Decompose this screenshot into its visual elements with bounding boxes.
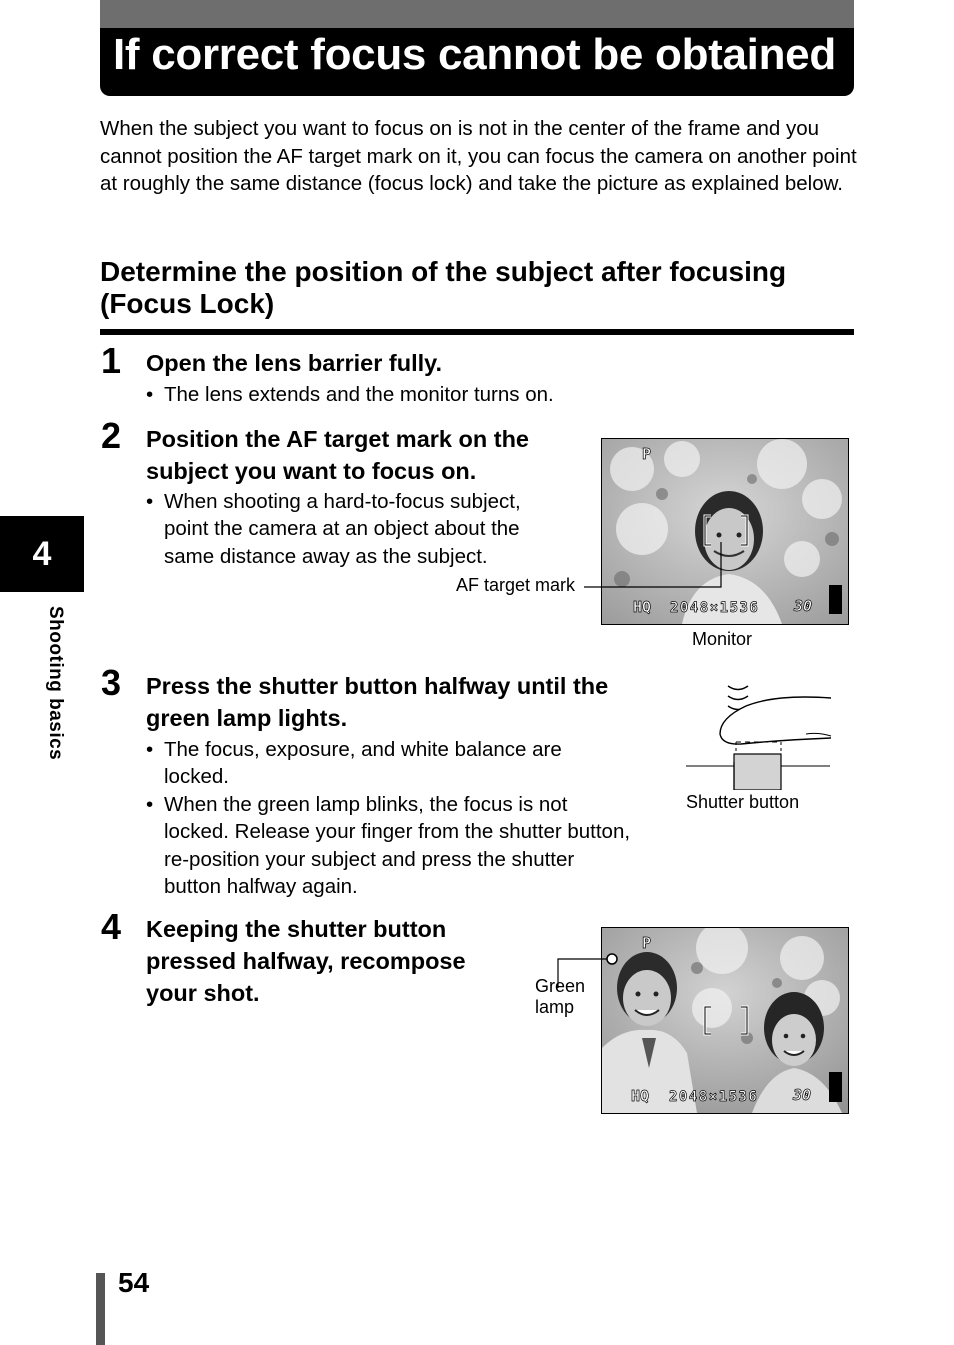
monitor-caption: Monitor [692, 629, 753, 649]
step-3-bullet-1-line-2: locked. [164, 765, 229, 789]
step-3-bullet-2 [146, 791, 694, 900]
monitor-1-mode: P [642, 445, 652, 463]
shutter-button-illustration [686, 680, 836, 790]
step-1-title: Open the lens barrier fully. [146, 350, 442, 376]
monitor-1-shots: 30 [794, 597, 813, 615]
shutter-button-caption: Shutter button [686, 792, 800, 812]
monitor-2-photo [602, 928, 848, 1113]
step-2-title [146, 423, 586, 487]
shutter-button-shape [734, 754, 781, 790]
step-3-title-line-1: Press the shutter button halfway until the [146, 673, 609, 699]
monitor-screen-2 [601, 927, 849, 1114]
step-2-bullet-line-1: When shooting a hard-to-focus subject, [164, 490, 521, 513]
monitor-1-quality: HQ [633, 598, 652, 616]
step-3-number: 3 [101, 662, 122, 703]
page-number: 54 [118, 1267, 150, 1298]
af-target-mark-label: AF target mark [456, 575, 576, 595]
step-2-number: 2 [101, 415, 122, 456]
green-lamp-leader [552, 950, 622, 990]
step-1-bullet [146, 381, 684, 408]
step-3-bullet-2-line-2: locked. Release your finger from the shutter button, [164, 820, 631, 844]
monitor-2-quality: HQ [631, 1087, 650, 1105]
step-3-bullet-1 [146, 736, 694, 791]
step-2-bullet [146, 488, 604, 570]
step-4-title-line-3: your shot. [146, 980, 260, 1006]
step-3-title-line-2: green lamp lights. [146, 705, 348, 731]
bullet-glyph: • [146, 738, 154, 761]
step-4-number: 4 [101, 906, 122, 947]
finger-shape [720, 697, 831, 744]
monitor-2-resolution: 2048×1536 [669, 1089, 759, 1105]
chapter-tab: 4 [0, 516, 84, 592]
page-title: If correct focus cannot be obtained [113, 30, 836, 79]
bullet-glyph: • [146, 793, 154, 816]
step-1-bullet-text: The lens extends and the monitor turns on. [164, 383, 554, 406]
step-2-title-line-2: subject you want to focus on. [146, 458, 477, 484]
step-3-title [146, 670, 676, 734]
step-3-bullet-2-line-4: button halfway again. [164, 874, 358, 898]
step-2-bullet-line-3: same distance away as the subject. [164, 544, 488, 568]
monitor-1-resolution: 2048×1536 [670, 600, 760, 616]
page-number-bar [96, 1273, 105, 1345]
step-3-bullet-1-line-1: The focus, exposure, and white balance are [164, 738, 562, 761]
bullet-glyph: • [146, 383, 154, 406]
title-bar [100, 0, 854, 96]
step-3-bullet-2-line-3: re-position your subject and press the shutter [164, 847, 575, 871]
monitor-2-battery-icon [829, 1072, 842, 1102]
green-lamp-indicator-icon [607, 954, 617, 964]
section-rule [100, 329, 854, 335]
monitor-2-shots: 30 [793, 1086, 812, 1104]
step-3-bullet-2-line-1: When the green lamp blinks, the focus is not [164, 793, 568, 816]
section-heading-line-2: (Focus Lock) [100, 288, 275, 319]
intro-paragraph: When the subject you want to focus on is not in the center of the frame and you cannot position the AF target mark on it, you can focus the camera on another point at roughly the same distance (focus lock) and take the picture as explained below. [100, 117, 857, 195]
step-4-title-line-2: pressed halfway, recompose [146, 948, 466, 974]
bullet-glyph: • [146, 490, 154, 513]
green-lamp-label-line-1: Green [535, 976, 586, 996]
section-heading [100, 256, 860, 320]
green-lamp-label-line-2: lamp [535, 997, 575, 1017]
monitor-2-mode: P [642, 934, 652, 952]
monitor-1-battery-icon [829, 585, 842, 614]
section-heading-line-1: Determine the position of the subject after focusing [100, 256, 787, 287]
title-top-strip [100, 0, 854, 28]
step-2-bullet-line-2: point the camera at an object about the [164, 517, 520, 541]
step-2-title-line-1: Position the AF target mark on the [146, 426, 529, 452]
step-4-title [146, 913, 526, 1009]
chapter-label: Shooting basics [45, 606, 66, 761]
step-4-title-line-1: Keeping the shutter button [146, 916, 447, 942]
step-1-number: 1 [101, 340, 122, 381]
af-target-leader-line [584, 540, 729, 600]
